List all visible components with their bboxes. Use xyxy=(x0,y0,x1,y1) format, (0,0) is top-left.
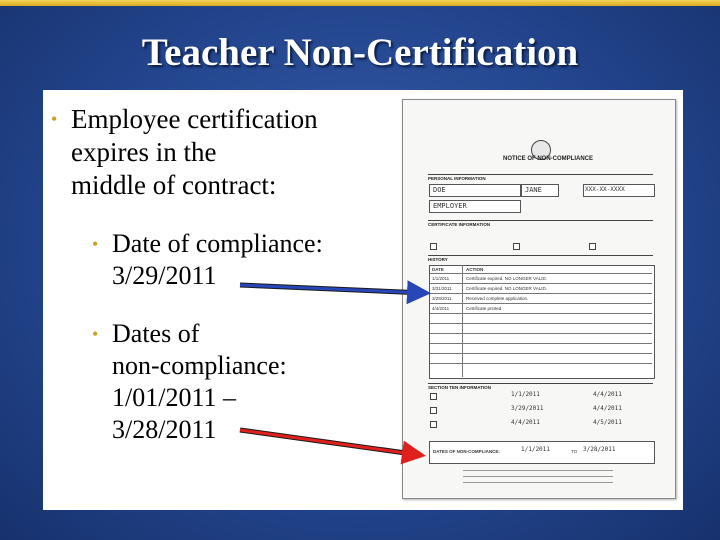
history-row-line xyxy=(430,363,652,364)
notice-document-image xyxy=(402,99,676,499)
history-action: Certificate printed. xyxy=(466,306,503,311)
checkbox-icon xyxy=(430,421,437,428)
bullet-main-line: middle of contract: xyxy=(71,170,277,200)
bullet-noncompliance-line: non-compliance: xyxy=(112,351,287,380)
history-date: 3/29/2011 xyxy=(432,296,452,301)
notice-title: NOTICE OF NON-COMPLIANCE xyxy=(503,156,593,162)
bullet-main-line: Employee certification xyxy=(71,104,318,134)
bullet-noncompliance-dates xyxy=(92,318,287,446)
checkbox-icon xyxy=(430,393,437,400)
history-row-line xyxy=(430,303,652,304)
bullet-compliance-line: Date of compliance: xyxy=(112,229,323,258)
bullet-main xyxy=(51,103,318,202)
top-accent-bar xyxy=(0,0,720,6)
bullet-compliance-text xyxy=(92,228,323,292)
bullet-noncompliance-line: 1/01/2011 – xyxy=(112,383,236,412)
bullet-noncompliance-line: 3/28/2011 xyxy=(112,415,217,444)
last-name-value: DOE xyxy=(433,186,446,194)
bullet-dot-icon: • xyxy=(51,109,58,129)
checkbox-icon xyxy=(589,243,596,250)
history-row-line xyxy=(430,273,652,274)
history-action: Certificate expired. NO LONGER VALID. xyxy=(466,276,547,281)
bullet-dot-icon: • xyxy=(92,324,99,344)
checklist-date: 4/4/2011 xyxy=(593,405,622,412)
history-row-line xyxy=(430,293,652,294)
noncompliance-to-label: TO xyxy=(571,449,578,454)
history-header-action: ACTION xyxy=(466,267,484,272)
bullet-main-line: expires in the xyxy=(71,137,217,167)
noncompliance-label: DATES OF NON-COMPLIANCE: xyxy=(433,449,500,454)
history-col-divider xyxy=(462,265,463,377)
history-date: 1/1/2011 xyxy=(432,276,450,281)
history-date: 4/4/2011 xyxy=(432,306,450,311)
history-action: Certificate expired. NO LONGER VALID. xyxy=(466,286,547,291)
slide-title: Teacher Non-Certification xyxy=(141,31,579,74)
history-date: 3/31/2011 xyxy=(432,286,452,291)
checklist-date: 4/4/2011 xyxy=(593,391,622,398)
history-section-header: HISTORY xyxy=(428,255,653,262)
history-action: Received complete application. xyxy=(466,296,529,301)
personal-section-header: PERSONAL INFORMATION xyxy=(428,174,653,181)
bullet-compliance-date xyxy=(92,228,323,292)
history-row-line xyxy=(430,343,652,344)
bullet-compliance-line: 3/29/2011 xyxy=(112,261,217,290)
footer-line xyxy=(463,482,613,483)
checklist-date: 4/4/2011 xyxy=(511,419,540,426)
history-row-line xyxy=(430,283,652,284)
checkbox-icon xyxy=(513,243,520,250)
certificate-section-header: CERTIFICATE INFORMATION xyxy=(428,220,653,227)
employer-value: EMPLOYER xyxy=(433,202,467,210)
bullet-main-text xyxy=(51,103,318,202)
ssn-value: XXX-XX-XXXX xyxy=(585,186,625,193)
checklist-date: 1/1/2011 xyxy=(511,391,540,398)
first-name-value: JANE xyxy=(525,186,542,194)
history-row-line xyxy=(430,323,652,324)
history-row-line xyxy=(430,333,652,334)
footer-line xyxy=(463,470,613,471)
bullet-dot-icon: • xyxy=(92,234,99,254)
checkbox-icon xyxy=(430,407,437,414)
bullet-noncompliance-line: Dates of xyxy=(112,319,200,348)
noncompliance-from: 1/1/2011 xyxy=(521,446,550,453)
checklist-date: 3/29/2011 xyxy=(511,405,544,412)
noncompliance-to: 3/28/2011 xyxy=(583,446,616,453)
checklist-date: 4/5/2011 xyxy=(593,419,622,426)
history-row-line xyxy=(430,353,652,354)
contact-section-header: SECTION TEN INFORMATION xyxy=(428,383,653,390)
footer-line xyxy=(463,476,613,477)
history-row-line xyxy=(430,313,652,314)
bullet-noncompliance-text xyxy=(92,318,287,446)
checkbox-icon xyxy=(430,243,437,250)
history-header-date: DATE xyxy=(432,267,444,272)
